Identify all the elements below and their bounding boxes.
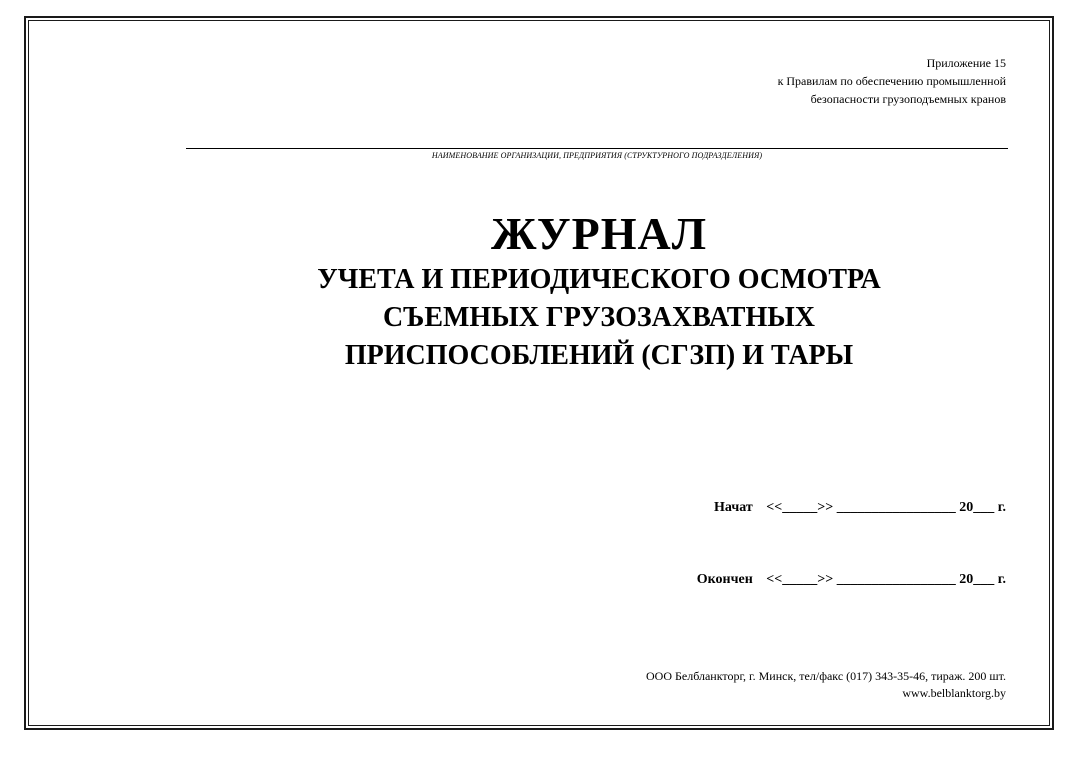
subtitle-line-3: ПРИСПОСОБЛЕНИЙ (СГЗП) И ТАРЫ [344, 340, 854, 371]
started-date-row [714, 500, 1006, 516]
journal-title: ЖУРНАЛ [491, 208, 707, 259]
appendix-line-2: к Правилам по обеспечению промышленной [777, 74, 1006, 88]
subtitle-line-1: УЧЕТА И ПЕРИОДИЧЕСКОГО ОСМОТРА [317, 264, 881, 295]
subtitle-line-2: СЪЕМНЫХ ГРУЗОЗАХВАТНЫХ [383, 302, 815, 333]
appendix-note [778, 54, 1006, 108]
finished-date-row [697, 572, 1006, 588]
journal-subtitle [0, 261, 1080, 375]
organization-caption: НАИМЕНОВАНИЕ ОРГАНИЗАЦИИ, ПРЕДПРИЯТИЯ (СТРУКТУРНОГО ПОДРАЗДЕЛЕНИЯ) [431, 151, 763, 160]
appendix-line-3: безопасности грузоподъемных кранов [810, 92, 1006, 106]
publisher-info: ООО Белбланкторг, г. Минск, тел/факс (017) 343-35-46, тираж. 200 шт. [645, 669, 1006, 683]
appendix-line-1: Приложение 15 [926, 56, 1006, 70]
started-date-blank: <<_____>> _________________ 20___ г. [766, 500, 1006, 515]
started-label: Начат [714, 500, 753, 515]
publisher-footer [646, 668, 1006, 702]
finished-date-blank: <<_____>> _________________ 20___ г. [766, 572, 1006, 587]
publisher-website: www.belblanktorg.by [902, 686, 1006, 700]
finished-label: Окончен [696, 572, 753, 587]
organization-name-line [186, 148, 1008, 149]
